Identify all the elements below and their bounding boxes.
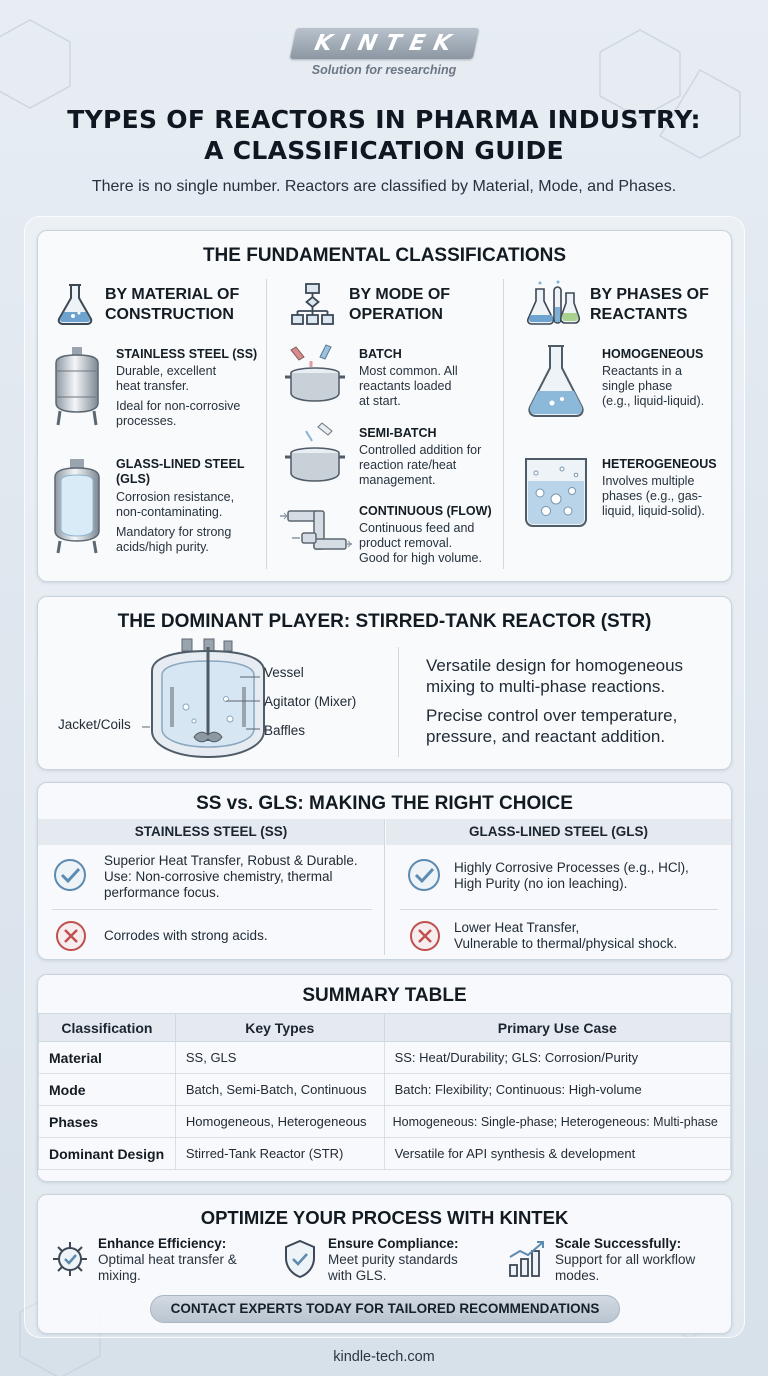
gls-pros <box>454 860 689 892</box>
str-description-1 <box>426 655 683 697</box>
gls-pro-line-1: Highly Corrosive Processes (e.g., HCl), <box>454 860 689 875</box>
gls-description <box>116 490 234 555</box>
cta-panel <box>37 1194 732 1334</box>
page-title-line-2: A CLASSIFICATION GUIDE <box>204 136 564 165</box>
str-desc2-line-1: Precise control over temperature, <box>426 706 678 725</box>
contact-experts-button[interactable]: CONTACT EXPERTS TODAY FOR TAILORED RECOMMENDATIONS <box>150 1295 620 1323</box>
str-description-2 <box>426 705 677 747</box>
cross-icon <box>54 919 88 953</box>
ss-line-1: Durable, excellent <box>116 364 217 378</box>
table-row <box>39 1074 731 1106</box>
benefit-scale-text <box>555 1252 695 1284</box>
benefit-scale-heading: Scale Successfully: <box>555 1236 682 1251</box>
benefit-scale-line-1: Support for all workflow <box>555 1252 696 1267</box>
ss-line-4: processes. <box>116 414 177 428</box>
str-label-jacket: Jacket/Coils <box>58 717 131 732</box>
material-heading-line-2: CONSTRUCTION <box>105 306 234 323</box>
gls-title-line-2: (GLS) <box>116 472 151 486</box>
glass-lined-vessel-icon <box>50 457 104 555</box>
ss-pro-line-1: Superior Heat Transfer, Robust & Durable. <box>104 853 358 868</box>
ss-cons <box>104 928 268 944</box>
ss-line-2: heat transfer. <box>116 379 189 393</box>
summary-title: SUMMARY TABLE <box>302 985 467 1006</box>
gls-title <box>116 457 244 487</box>
table-header-row <box>39 1014 731 1042</box>
cta-title: OPTIMIZE YOUR PROCESS WITH KINTEK <box>200 1207 569 1228</box>
summary-table <box>38 1013 731 1170</box>
table-cell: Batch: Flexibility; Continuous: High-volume <box>384 1074 730 1106</box>
table-cell: Material <box>39 1042 176 1074</box>
gls-column-header: GLASS-LINED STEEL (GLS) <box>386 819 731 845</box>
gls-line-4: acids/high purity. <box>116 540 209 554</box>
benefit-compliance-text <box>328 1252 458 1284</box>
batch-line-2: reactants loaded <box>359 379 452 393</box>
table-header-cell: Primary Use Case <box>384 1014 730 1042</box>
ss-pro-line-2: Use: Non-corrosive chemistry, thermal <box>104 869 333 884</box>
table-header-cell: Key Types <box>175 1014 384 1042</box>
heterogeneous-line-2: phases (e.g., gas- <box>602 489 703 503</box>
benefit-efficiency-text <box>98 1252 237 1284</box>
ss-pros <box>104 853 358 901</box>
gls-con-line-1: Lower Heat Transfer, <box>454 920 580 935</box>
continuous-description <box>359 521 482 566</box>
continuous-line-3: Good for high volume. <box>359 551 482 565</box>
gls-con-line-2: Vulnerable to thermal/physical shock. <box>454 936 678 951</box>
benefit-compliance-line-1: Meet purity standards <box>328 1252 458 1267</box>
table-cell: Homogeneous, Heterogeneous <box>175 1106 384 1138</box>
str-desc1-line-2: mixing to multi-phase reactions. <box>426 677 666 696</box>
classifications-title: THE FUNDAMENTAL CLASSIFICATIONS <box>202 245 567 266</box>
shield-check-icon <box>282 1239 318 1279</box>
mode-column-heading <box>349 285 450 325</box>
pipe-flow-icon <box>280 497 352 567</box>
table-cell: Dominant Design <box>39 1138 176 1170</box>
benefit-efficiency-line-1: Optimal heat transfer & <box>98 1252 237 1267</box>
str-title: THE DOMINANT PLAYER: STIRRED-TANK REACTOR (STR) <box>117 611 652 632</box>
ss-column-header: STAINLESS STEEL (SS) <box>38 819 384 845</box>
mode-heading-line-1: BY MODE OF <box>349 286 451 303</box>
flask-icon <box>52 281 98 327</box>
benefit-efficiency-heading: Enhance Efficiency: <box>98 1236 227 1251</box>
table-cell: Homogeneous: Single-phase; Heterogeneous: Multi-phase <box>384 1106 730 1138</box>
str-label-baffles: Baffles <box>264 723 306 738</box>
heterogeneous-description <box>602 474 705 519</box>
phases-heading-line-1: BY PHASES OF <box>590 286 709 303</box>
ss-con-line-1: Corrodes with strong acids. <box>104 928 268 943</box>
semi-batch-title: SEMI-BATCH <box>359 426 437 440</box>
gls-title-line-1: GLASS-LINED STEEL <box>116 457 245 471</box>
homogeneous-title: HOMOGENEOUS <box>602 347 704 361</box>
str-label-agitator: Agitator (Mixer) <box>264 694 357 709</box>
semi-batch-line-3: management. <box>359 473 436 487</box>
ss-title: STAINLESS STEEL (SS) <box>116 347 258 361</box>
str-desc1-line-1: Versatile design for homogeneous <box>426 656 684 675</box>
footer-url[interactable]: kindle-tech.com <box>333 1349 435 1365</box>
continuous-line-2: product removal. <box>359 536 453 550</box>
semi-batch-line-2: reaction rate/heat <box>359 458 457 472</box>
check-icon <box>406 857 442 893</box>
page-subtitle: There is no single number. Reactors are classified by Material, Mode, and Phases. <box>91 178 677 195</box>
homogeneous-description <box>602 364 704 409</box>
flowchart-icon <box>290 281 336 327</box>
batch-description <box>359 364 458 409</box>
cross-icon <box>408 919 442 953</box>
beaker-bubbles-icon <box>522 453 590 529</box>
table-cell: Stirred-Tank Reactor (STR) <box>175 1138 384 1170</box>
steel-vessel-icon <box>50 345 104 427</box>
check-icon <box>52 857 88 893</box>
brand-logo <box>0 28 768 77</box>
gls-pro-line-2: High Purity (no ion leaching). <box>454 876 628 891</box>
benefit-efficiency-line-2: mixing. <box>98 1268 141 1283</box>
summary-panel <box>37 974 732 1182</box>
continuous-line-1: Continuous feed and <box>359 521 475 535</box>
table-row <box>39 1042 731 1074</box>
table-header-cell: Classification <box>39 1014 176 1042</box>
table-cell: Versatile for API synthesis & development <box>384 1138 730 1170</box>
benefit-scale-line-2: modes. <box>555 1268 600 1283</box>
material-column-heading <box>105 285 239 325</box>
classifications-panel <box>37 230 732 582</box>
page-title-line-1: TYPES OF REACTORS IN PHARMA INDUSTRY: <box>67 105 701 134</box>
str-desc2-line-2: pressure, and reactant addition. <box>426 727 666 746</box>
batch-title: BATCH <box>359 347 402 361</box>
page-title <box>0 104 768 166</box>
table-cell: SS: Heat/Durability; GLS: Corrosion/Purity <box>384 1042 730 1074</box>
ss-description <box>116 364 240 429</box>
erlenmeyer-flask-icon <box>524 343 588 419</box>
homogeneous-line-3: (e.g., liquid-liquid). <box>602 394 705 408</box>
gls-cons <box>454 920 677 952</box>
table-cell: Batch, Semi-Batch, Continuous <box>175 1074 384 1106</box>
table-cell: Phases <box>39 1106 176 1138</box>
benefit-compliance-line-2: with GLS. <box>328 1268 387 1283</box>
continuous-title: CONTINUOUS (FLOW) <box>359 504 492 518</box>
batch-line-3: at start. <box>359 394 401 408</box>
batch-line-1: Most common. All <box>359 364 458 378</box>
table-row <box>39 1106 731 1138</box>
semi-batch-pot-icon <box>282 419 348 489</box>
table-cell: Mode <box>39 1074 176 1106</box>
str-label-vessel: Vessel <box>264 665 304 680</box>
str-panel <box>37 596 732 770</box>
comparison-panel <box>37 782 732 960</box>
growth-chart-icon <box>506 1239 548 1279</box>
benefit-compliance-heading: Ensure Compliance: <box>328 1236 459 1251</box>
table-cell: SS, GLS <box>175 1042 384 1074</box>
brand-name: KINTEK <box>289 28 478 59</box>
ss-pro-line-3: performance focus. <box>104 885 220 900</box>
material-heading-line-1: BY MATERIAL OF <box>105 286 240 303</box>
batch-pot-icon <box>282 341 348 407</box>
brand-tagline: Solution for researching <box>311 63 457 77</box>
mode-heading-line-2: OPERATION <box>349 306 443 323</box>
homogeneous-line-1: Reactants in a <box>602 364 682 378</box>
heterogeneous-line-1: Involves multiple <box>602 474 695 488</box>
stirred-tank-reactor-icon <box>142 637 272 763</box>
phases-heading-line-2: REACTANTS <box>590 306 688 323</box>
heterogeneous-line-3: liquid, liquid-solid). <box>602 504 705 518</box>
gear-check-icon <box>50 1239 90 1279</box>
phases-column-heading <box>590 285 709 325</box>
gls-line-3: Mandatory for strong <box>116 525 232 539</box>
heterogeneous-title: HETEROGENEOUS <box>602 457 717 471</box>
gls-line-1: Corrosion resistance, <box>116 490 235 504</box>
test-tubes-icon <box>522 279 582 329</box>
comparison-title: SS vs. GLS: MAKING THE RIGHT CHOICE <box>196 793 573 814</box>
semi-batch-line-1: Controlled addition for <box>359 443 482 457</box>
gls-line-2: non-contaminating. <box>116 505 223 519</box>
semi-batch-description <box>359 443 481 488</box>
homogeneous-line-2: single phase <box>602 379 673 393</box>
ss-line-3: Ideal for non-corrosive <box>116 399 241 413</box>
table-row <box>39 1138 731 1170</box>
